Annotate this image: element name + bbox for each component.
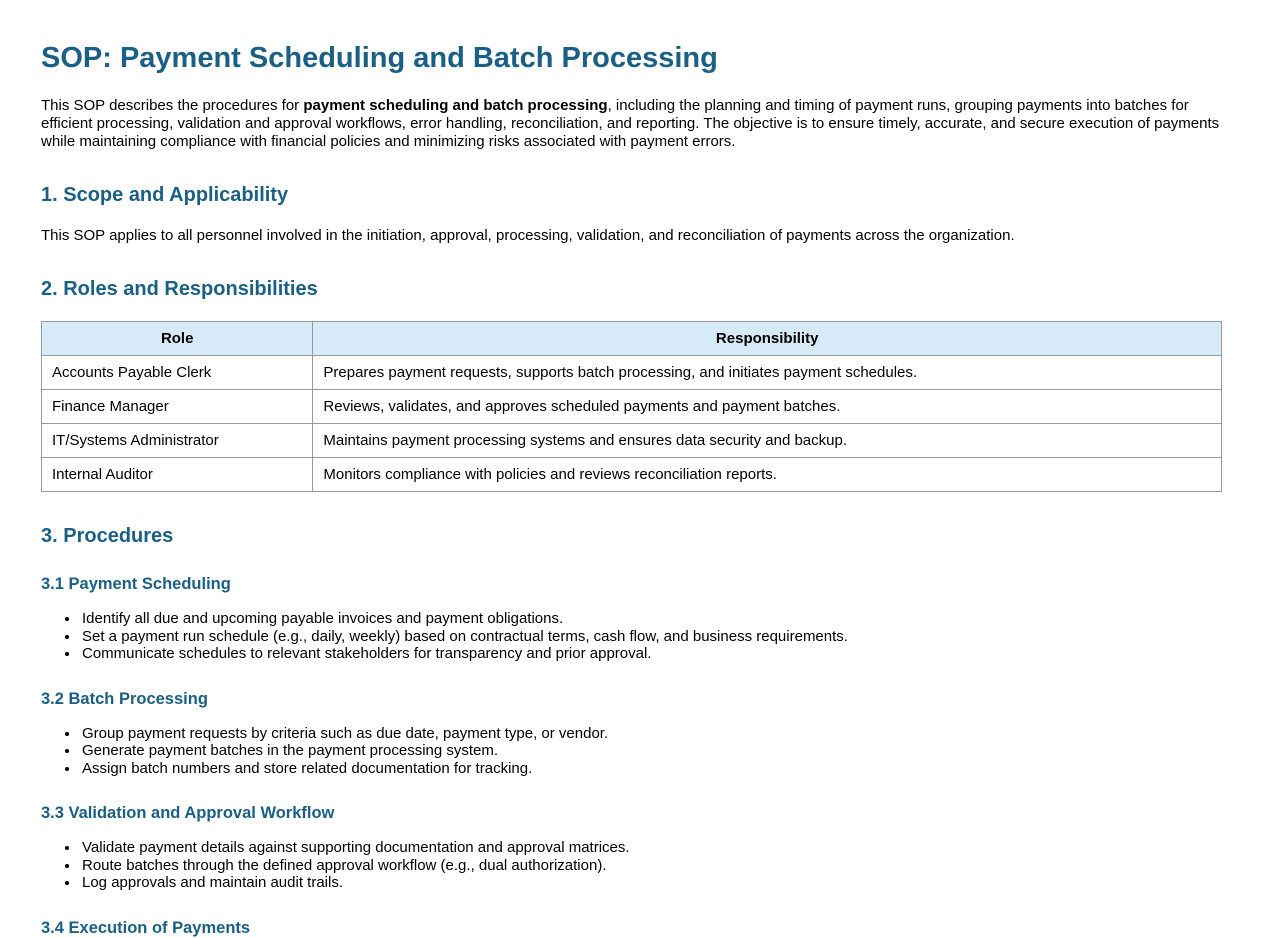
list-item: • Group payment requests by criteria such as due date, payment type, or vendor.	[80, 725, 1222, 743]
section-heading-roles: 2. Roles and Responsibilities	[41, 278, 318, 300]
section-heading-scope: 1. Scope and Applicability	[41, 184, 289, 206]
table-row	[42, 458, 1222, 492]
list-item: • Identify all due and upcoming payable invoices and payment obligations.	[80, 610, 1222, 628]
scope-paragraph: This SOP applies to all personnel involved in the initiation, approval, processing, validation, and reconciliation of payments across the organization.	[41, 227, 1015, 244]
role-cell: Finance Manager	[42, 390, 313, 424]
table-header-row	[42, 322, 1222, 356]
table-row	[42, 424, 1222, 458]
list-item: • Validate payment details against supporting documentation and approval matrices.	[80, 839, 1222, 857]
batch-processing-list	[41, 725, 1222, 778]
roles-responsibilities-table	[41, 321, 1222, 492]
list-item: • Generate payment batches in the payment processing system.	[80, 742, 1222, 760]
intro-text-bold: payment scheduling and batch processing	[303, 97, 608, 114]
intro-text-before: This SOP describes the procedures for	[41, 97, 304, 114]
subsection-heading-execution-of-payments: 3.4 Execution of Payments	[41, 918, 251, 937]
list-item: • Route batches through the defined approval workflow (e.g., dual authorization).	[80, 857, 1222, 875]
role-cell: IT/Systems Administrator	[42, 424, 313, 458]
responsibility-cell: Prepares payment requests, supports batch processing, and initiates payment schedules.	[313, 356, 1222, 390]
payment-scheduling-list	[41, 610, 1222, 663]
role-cell: Accounts Payable Clerk	[42, 356, 313, 390]
document-title: SOP: Payment Scheduling and Batch Processing	[41, 42, 718, 74]
responsibility-cell: Maintains payment processing systems and ensures data security and backup.	[313, 424, 1222, 458]
subsection-heading-batch-processing: 3.2 Batch Processing	[41, 689, 208, 708]
validation-approval-list	[41, 839, 1222, 892]
responsibility-cell: Monitors compliance with policies and reviews reconciliation reports.	[313, 458, 1222, 492]
list-item: • Log approvals and maintain audit trails.	[80, 874, 1222, 892]
list-item: • Communicate schedules to relevant stakeholders for transparency and prior approval.	[80, 645, 1222, 663]
intro-text-after: , including the planning and timing of payment runs, grouping payments into batches for efficient processing, validation and approval workflows, error handling, reconciliation, and reporting. The objective is to ensure timely, accurate, and secure execution of payments while maintaining compliance with financial policies and minimizing risks associated with payment errors.	[41, 97, 1220, 150]
table-row	[42, 390, 1222, 424]
role-cell: Internal Auditor	[42, 458, 313, 492]
subsection-heading-payment-scheduling: 3.1 Payment Scheduling	[41, 575, 231, 593]
list-item: • Assign batch numbers and store related documentation for tracking.	[80, 760, 1222, 778]
list-item: • Set a payment run schedule (e.g., daily, weekly) based on contractual terms, cash flow, and business requirements.	[80, 628, 1222, 646]
subsection-heading-validation-approval: 3.3 Validation and Approval Workflow	[41, 804, 335, 822]
section-heading-procedures: 3. Procedures	[41, 525, 174, 547]
responsibility-cell: Reviews, validates, and approves scheduled payments and payment batches.	[313, 390, 1222, 424]
table-header-role: Role	[42, 322, 313, 356]
table-row	[42, 356, 1222, 390]
intro-paragraph	[41, 97, 1222, 151]
table-header-responsibility: Responsibility	[313, 322, 1222, 356]
